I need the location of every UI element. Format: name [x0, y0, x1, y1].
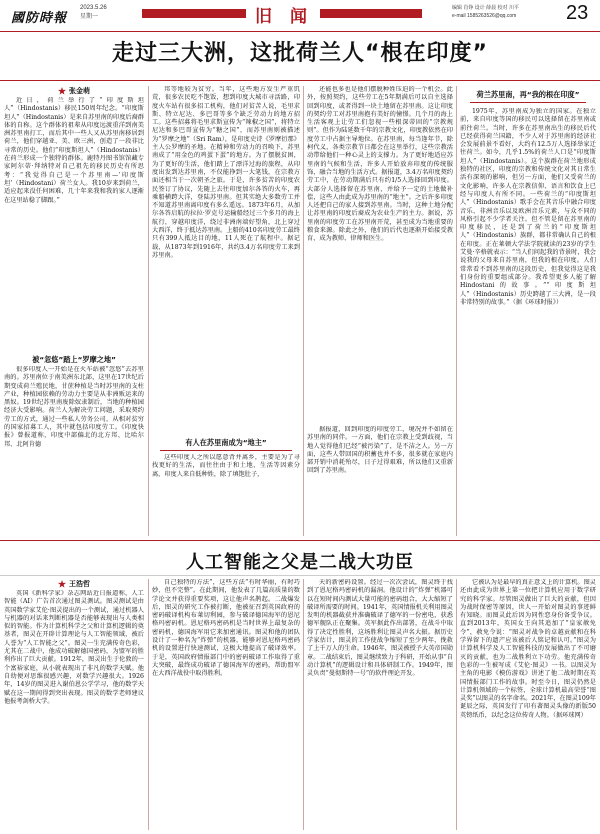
article1-headline: 走过三大洲，这批荷兰人“根在印度”: [112, 41, 488, 66]
article1-col3b-text: 据报道，回到印度的印度劳工，境况并不如留在苏里南的同伴。一方面，他们在宗教上受到歧视，当地人觉得他们已经“被污染”了，是不洁之人。另一方面，这些人带回国的积蓄也并不多，很多就在家庭内部开销中消耗殆尽，日子过得艰难，所以他们又重新回到了苏里南。: [307, 426, 453, 475]
subhead-underline: [470, 102, 586, 103]
article2-col3: [307, 579, 453, 830]
article1-col3b: [307, 426, 453, 536]
article1-col1b-text: 很多印度人一开始是在火车站被“忽悠”去苏里南的。苏里南位于南美洲东北部，这里在17世纪后期变成荷兰殖民地，甘蔗种植是当时苏里南的支柱产业，种植园依赖的劳动力主要是从非洲贩运来的黑奴。19世纪苏里南废除奴隶制后，当地的种植园经济大受影响。荷兰人为解决劳工问题，采取契约劳工的方式，通过一些私人劳务公司，从相对贫穷的国家招募工人，其中就包括印度劳工。《印度快报》曾报道称，印度中部偏北的北方邦、比哈尔邦、北阿肯德: [4, 366, 144, 448]
header-bar-left: [142, 9, 246, 18]
article2-author: 王浩哲: [69, 580, 90, 588]
column-divider: [456, 86, 457, 536]
page-number: 23: [566, 2, 589, 24]
article2-col2: [152, 579, 300, 830]
article2-col3-text: 天的新密码设置。经过一次次尝试，图灵终于找到了恩尼格玛密码机的漏洞。他设计的“炸弹”机器可以在短时间内测试大量可能的密码组合，大大缩短了破译所需要的时间。1941年，英国情报机关利用图灵发明的机器截获并准确破译了德军的一份密电，获悉德军舰队正在聚集。英军据此作出部署，在战斗中取得了决定性胜利，这场胜利让图灵声名大振。据历史学家估计，图灵的工作使战争缩短了至少两年，挽救了上千万人的生命。1946年，图灵被授予大英帝国勋章。二战结束后，图灵继续致力于科研，开始从事“自动计算机”的逻辑设计和具体研制工作。1949年，图灵负责“曼彻斯特一号”的软件理论开发。: [307, 579, 453, 678]
article1-subhead1: 被“忽悠”踏上“罗摩之地”: [32, 355, 116, 364]
article1-subhead3: 荷兰苏里南，再“我的根在印度”: [476, 90, 580, 99]
article1-col1-text: 近日，荷兰举行了“印度斯坦人”（Hindostanis）移民150周年纪念。“印度斯坦人”（Hindostanis）是来自苏里南的印度后裔群体的自称。这个群体的祖辈从印度远渡重洋到南美洲苏里南打工，而后其中一些人又从苏里南移居到荷兰，他们穿越亚、美、欧三洲，创造了一段非比寻常的历史。他们“印度斯坦人”（Hindostanis）在荷兰形成一个独特的群体。鹿特丹图书馆馆藏专家阿尔蒂·拜纳特对自己祖先的移民历史有所思考：“我觉得自己是一个苏里南—‘印度斯坦’（Hindostani）荷兰女人。我10岁来到荷兰，适应起来没任何困难，几十年来我和我的家人逐渐在这里站稳了脚跟。”: [4, 97, 144, 204]
article-divider: [0, 540, 600, 541]
date-text: 2023.5.26: [80, 5, 107, 11]
article1-col2b-text: 这些印度人之所以愿意背井离乡，主要是为了寻找更好的生活，而往往由于和土地、生活等因素分离，印度人来自低种姓，除了填饱肚子，: [152, 454, 300, 478]
issue-date: [80, 4, 107, 22]
article2-col1: [4, 590, 144, 830]
article2-col4: [460, 579, 596, 830]
article1-col4-text: 1975年，苏里南成为独立的国家。在独立前，来自印度等国的移民可以选择留在苏里南或前往荷兰。当时，许多在苏里南出生的移民后代已经获得荷兰国籍，不少人对于苏里南的经济社会发展前景不看好，大约有12.5万人选择举家迁往荷兰。如今，几乎1.5%的荷兰人口是“印度斯坦人”（Hindostanis）。这个族群在荷兰地形成独特的社区，印度的宗教和传统文化对其日常生活有深刻的影响，但另一方面，他们又受荷兰的文化影响，许多人在宗教信仰、语言和饮食上已经与印度人有所不同。一些荷兰的“印度斯坦人”（Hindostanis）歌手会在其音乐中融合印度音乐、非洲音乐以及欧洲音乐元素，与众不同的风格引起不少学者关注。但不管是留在苏里南的印度移民，还是到了荷兰的“印度斯坦人”（Hindostanis）族群，都非常确认自己的根在印度。正在莱顿大学法学院就读的23岁的学生艾曼·辛格就表示：“当人们问起我的背景时，我会说我的父母来自苏里南，但我的根在印度。人们常常看不到苏里南的这段历史，但我觉得这是我们身份的重要组成部分。我希望更多人能了解Hindostani的故事。”“印度斯坦人”（Hindostanis）历史跨越了三大洲，是一段非常特别的故事。”（据《环球时报》）: [460, 108, 596, 306]
header-divider: [0, 31, 600, 32]
star-icon: [58, 580, 66, 588]
article2-col2-text: 自己独特的方法”，这些方法“有时华丽，有时巧妙，但不完整”。在此期间，他发表了几篇高质量的数学论文并获得重要奖项，这让他声名鹊起。二战爆发后，图灵的研究工作被打断，他被征召到英国政府的密码破译机构布莱切利园，参与破译德国海军的恩尼格玛密码机。恩尼格玛密码机是当时世界上最复杂的密码机，德国海军用它来加密通讯。图灵和他的团队设计了一种名为“炸弹”的机器，能够对恩尼格玛密码机的设置进行快速测试，这极大地提高了破译效率。于是，英国政府情报部门中的密码破译工作取得了重大突破，最终成功破译了德国海军的密码，帮助盟军在大西洋战役中取得胜利。: [152, 579, 300, 678]
header-bar-right: [320, 9, 422, 18]
article2-col4-text: 它被认为是最早的真正意义上的计算机。图灵还由此成为世界上第一位把计算机应用于数学研究的科学家。尽管图灵做出了巨大的贡献，但因为战时保密等原因，世人一开始对图灵的事迹鲜有知晓。而图灵此后因为同性恋身份备受争议。直到2013年，英国女王向其追加了“皇家赦免令”，赦免令说：“图灵对战争的卓越贡献和在科学界留下的遗产应该被后人铭记和认可。”图灵为计算机科学及人工智能科技的发展做出了不可磨灭的贡献，也为二战胜利立下功劳。他充满传奇色彩的一生被写成《艾伦·图灵》一书。以图灵为主角的电影《模仿游戏》讲述了他二战时期在英国情报部门工作的故事。时至今日，图灵仍然是计算机领域的一个标签，全球计算机最高荣誉“图灵奖”以图灵的名字命名。2021年，在图灵109年诞辰之际，英国发行了印有著图灵头像的新版50英镑纸币，以纪念这位传奇人物。（据环球网）: [460, 579, 596, 719]
star-icon: [58, 87, 66, 95]
column-divider: [303, 86, 304, 536]
section-title: 旧 闻: [255, 7, 313, 27]
article2-col1-text: 英国《新科学家》杂志网站近日报道称，人工智能（AI）广告首次通过图灵测试。图灵测试是由英国数学家艾伦·图灵提出的一个测试，通过机器人与机器的对话来判断机器是否能够表现出与人类相似的智能。作为计算机科学之父和计算机逻辑的奠基者，图灵在开辟计算理论与人工智能领域，被后人誉为“人工智能之父”。图灵一生充满传奇色彩，尤其在二战中，他成功破解德国密码，为盟军的胜利作出了巨大贡献。1912年，图灵出生于伦敦的一个富裕家庭，从小就表现出了非凡的数学天赋。他自幼便对思维很感兴趣，对数学兴趣很大。1926年，14岁的图灵进入谢伯恩公学学习，他的数学天赋在这一期间得到突出表现。图灵的数学老师建议他报考剑桥大学。: [4, 590, 144, 705]
article1-col2-text: 邦等地较为贫穷。当年，这些地方发生严重饥荒，很多农民吃不饱饭，想到印度大城市寻活路，印度火车站有很多招工机构，他们对贫苦人说，毛里求斯、特立尼达、多巴哥等多个缺乏劳动力的地方招工。这些招募将毛里求斯宣传为“辣椒之国”，将特立尼达和多巴哥宣传为“糖之国”，而苏里南则被描述为“罗摩之地”（Sri Ram），是印度史诗《罗摩衍那》主人公罗摩的圣地。在精神和劳动力的召唤下，苏里南成了“用金色的鸡蛋下蛋”的地方。为了摆脱贫困，为了更好的生活，他们踏上了漂洋过海的旅程，从印度出发到达苏里南，不仅能挣到一大笔钱，在宗教方面还相当于一次朝圣之旅。于是，许多贫苦的印度农民签订了协议，先随上去往印度加尔各答的火车，再乘船横跨大洋，登陆苏里南。但其实绝大多数劳工并不知道苏里南离印度有多么遥远。1873年6月，从加尔各答启航的拉拉·罗克号运输船经过三个多月的海上航行，穿越印度洋，绕过非洲南端好望角，北上穿过大西洋，终于抵达苏里南。上船的410名印度劳工最终只有399人抵达目的地，11人死在了航程中。据记载，从1873年到1916年，共约3.4万名印度劳工来到苏里南。: [152, 86, 300, 259]
column-divider: [148, 86, 149, 536]
article1-col1b: [4, 366, 144, 536]
article1-byline: [58, 86, 90, 96]
column-divider: [303, 579, 304, 830]
masthead-logo: 國防時報: [6, 4, 72, 28]
article1-col1: [4, 97, 144, 352]
article1-col2: [152, 86, 300, 434]
article1-col2b: [152, 454, 300, 536]
article2-byline: [58, 579, 90, 589]
subhead-underline: [160, 450, 292, 451]
email-line: e-mail 1585263526@qq.com: [452, 13, 517, 19]
article1-author: 张金萌: [69, 87, 90, 95]
editors-info: [452, 4, 519, 20]
column-divider: [456, 579, 457, 830]
headline-divider: [0, 575, 600, 576]
weekday-text: 星期一: [80, 14, 99, 20]
article2-headline: 人工智能之父是二战大功臣: [186, 552, 414, 573]
headline-divider: [0, 80, 600, 81]
article1-col4: [460, 108, 596, 536]
editors-line: 编辑 肖铮 设计 薛晨 校对 川平: [452, 5, 519, 11]
article1-col3: [307, 86, 453, 424]
article1-col3-text: 还能也多也是他们摆脱种姓压迫的一个机会。此外，按照契约，这些劳工在5年期满后可以自主选择回到印度，或者得到一块土地留在苏里南。这让印度的契约劳工对苏里南抱有美好的憧憬。几个月的海上生活客观上让劳工们忽视一些根深蒂固的“宗教规则”。但作为陆延数千年的宗教文化，印度教依然在印度劳工中占据主导地位。在苏里南，每当逢年节，除柯代义，各类宗教节日都会在这里举行，这些宗教活动带给他们一种心灵上的支撑力。为了更好地适应苏里南的气候和生活，许多人开始放弃印度的传统服饰，融合当地的生活方式。据报道，3.4万名印度契约劳工中，在劳动期满后只有约1/5人选择回到印度。大部分人选择留在苏里南，并给予一定的土地做补偿，这些人由此成为苏里南的“地主”。之后许多印度人还把自己的家人接到苏里南。当时，这种土地分配让苏里南的印度后裔成为农业生产的主力。据说，苏里南的印度劳工在苏里南开荒，甚至成为当地重要的粮食来源。除此之外，他们的后代也逐渐开始接受教育，成为教师、律师和医生。: [307, 86, 453, 243]
article1-subhead2: 有人在苏里南成为“地主”: [185, 438, 267, 447]
column-divider: [148, 579, 149, 830]
